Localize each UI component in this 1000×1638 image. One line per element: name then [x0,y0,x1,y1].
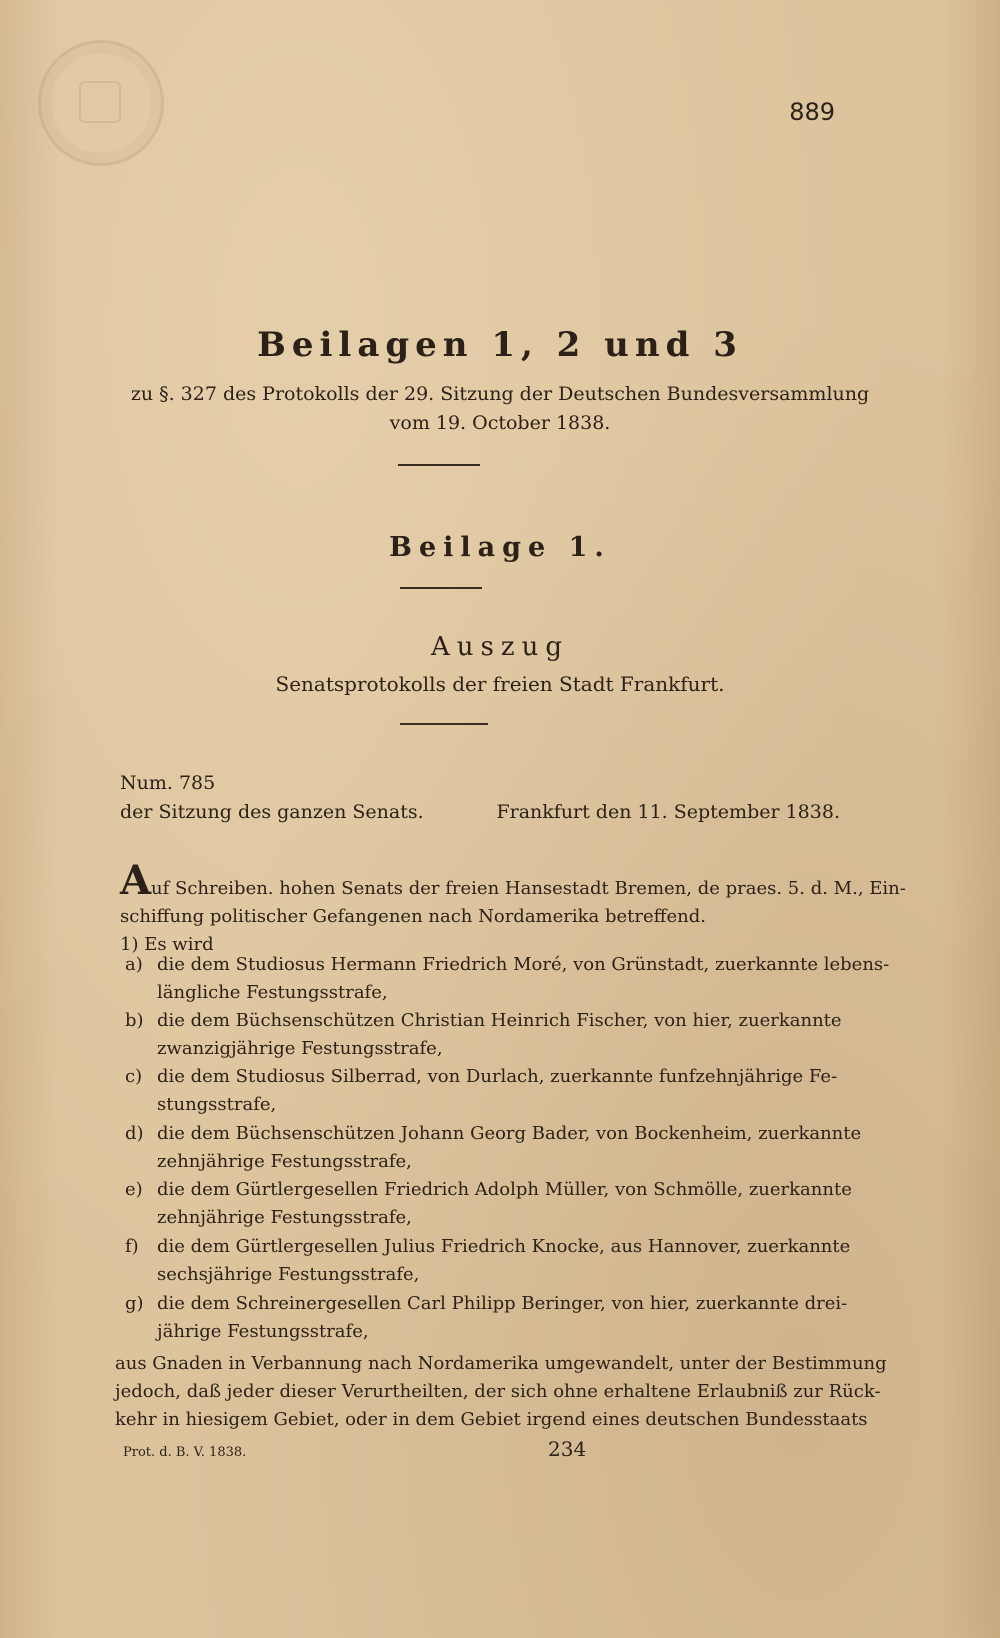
intro-line2: schiffung politischer Gefangenen nach Nordamerika betreffend. [120,906,706,927]
item-letter: c) [125,1066,143,1087]
protocol-number: Num. 785 [120,772,216,794]
closing-line1: aus Gnaden in Verbannung nach Nordamerika umgewandelt, unter der Bestimmung [115,1353,887,1374]
item-letter: g) [125,1293,144,1314]
section-heading-beilage: Beilage 1. [389,532,611,563]
item-letter: e) [125,1179,143,1200]
drop-cap: A [120,857,152,904]
intro-paragraph [120,857,906,959]
divider-rule [398,464,480,466]
item-letter: d) [125,1123,144,1144]
footer-sheet-number: 234 [548,1437,587,1461]
closing-paragraph [115,1350,887,1434]
item-letter: a) [125,954,143,975]
item-letter: b) [125,1010,144,1031]
list-item: g) die dem Schreinergesellen Carl Philipp Beringer, von hier, zuerkannte drei- jährige Festungsstrafe, [125,1290,840,1346]
divider-rule [400,723,488,725]
intro-line3: 1) Es wird [120,934,214,955]
list-item: f) die dem Gürtlergesellen Julius Friedrich Knocke, aus Hannover, zuerkannte sechsjährige Festungsstrafe, [125,1233,840,1289]
footer-signature: Prot. d. B. V. 1838. [123,1445,247,1460]
auszug-subtitle: Senatsprotokolls der freien Stadt Frankfurt. [275,672,725,696]
place-date: Frankfurt den 11. September 1838. [496,801,840,823]
library-stamp-seal [38,40,164,166]
heading-subtitle-line1: zu §. 327 des Protokolls der 29. Sitzung der Deutschen Bundesversammlung [130,383,870,405]
list-item: e) die dem Gürtlergesellen Friedrich Adolph Müller, von Schmölle, zuerkannte zehnjährige Festungsstrafe, [125,1176,840,1232]
main-heading: Beilagen 1, 2 und 3 [257,325,743,365]
auszug-heading: Auszug [431,632,569,662]
divider-rule [400,587,482,589]
list-item: c) die dem Studiosus Silberrad, von Durlach, zuerkannte funfzehnjährige Fe- stungsstrafe, [125,1063,840,1119]
list-item: d) die dem Büchsenschützen Johann Georg Bader, von Bockenheim, zuerkannte zehnjährige Festungsstrafe, [125,1120,840,1176]
list-item: b) die dem Büchsenschützen Christian Heinrich Fischer, von hier, zuerkannte zwanzigjährige Festungsstrafe, [125,1007,840,1063]
list-item: a) die dem Studiosus Hermann Friedrich Moré, von Grünstadt, zuerkannte lebens- längliche Festungsstrafe, [125,951,840,1007]
intro-line1: Auf Schreiben. hohen Senats der freien Hansestadt Bremen, de praes. 5. d. M., Ein- [120,857,906,904]
session-label: der Sitzung des ganzen Senats. [120,801,424,823]
closing-line3: kehr in hiesigem Gebiet, oder in dem Gebiet irgend eines deutschen Bundesstaats [115,1409,868,1430]
heading-subtitle-line2: vom 19. October 1838. [389,412,611,434]
item-letter: f) [125,1236,139,1257]
closing-line2: jedoch, daß jeder dieser Verurtheilten, der sich ohne erhaltene Erlaubniß zur Rück- [115,1381,881,1402]
page-number: 889 [789,98,835,126]
